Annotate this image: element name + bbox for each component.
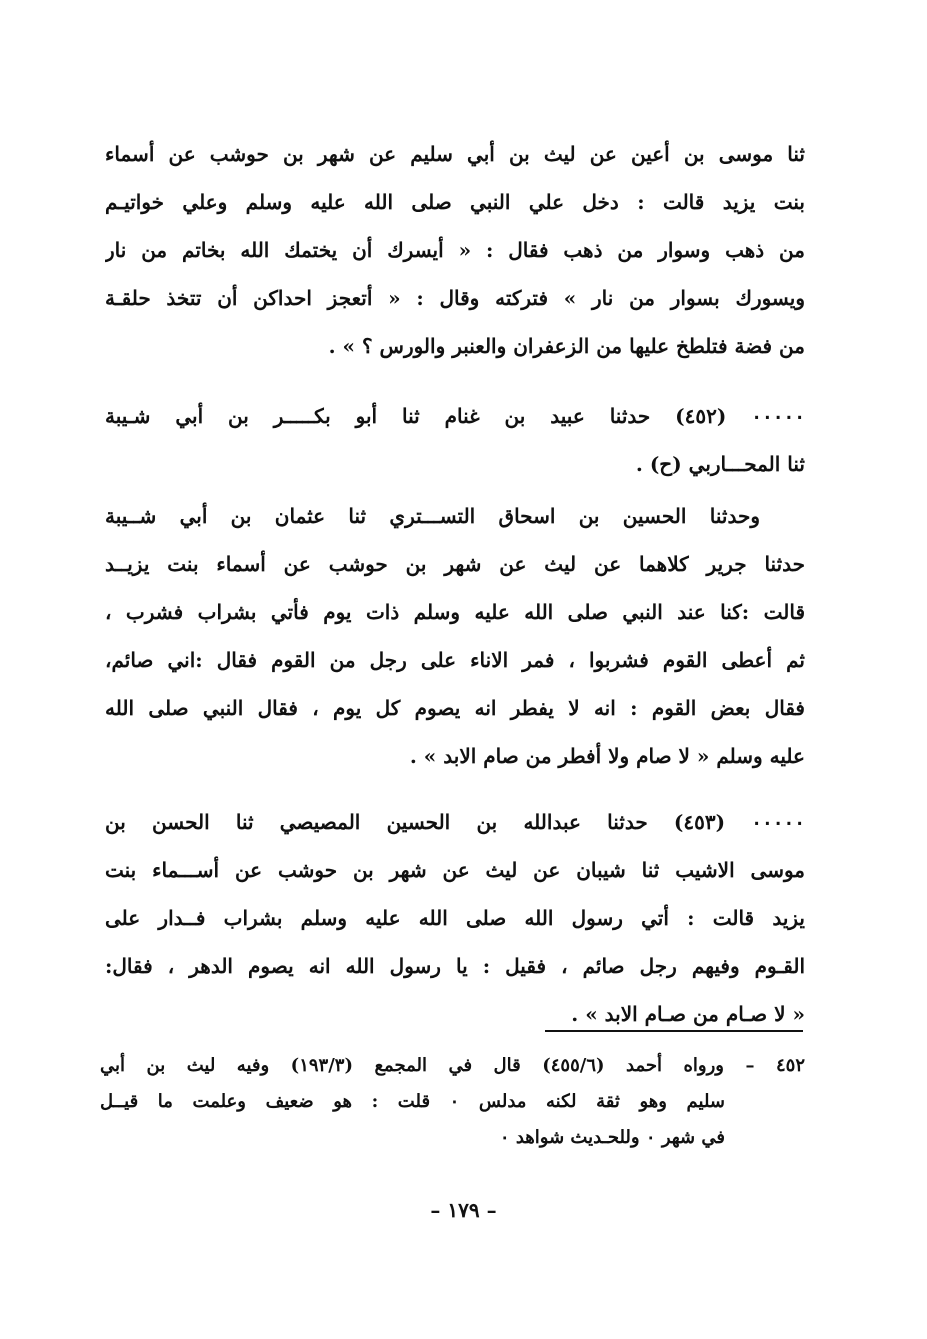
- text-line: وحدثنا الحسين بن اسحاق التســـتري ثنا عثمان بن أبي شــيبة: [105, 504, 760, 528]
- text-line: قالت :كنا عند النبي صلى الله عليه وسلم ذات يوم فأتي بشراب فشرب ،: [105, 600, 805, 624]
- text-line: القـوم وفيهم رجل صائم ، فقيل : يا رسول الله انه يصوم الدهر ، فقال:: [105, 954, 805, 978]
- footnote-line: سليم وهو ثقة لكنه مدلس ٠ قلت : هو ضعيف وعلمت ما قيــل: [100, 1091, 725, 1112]
- text-line: يزيد قالت : أتي رسول الله صلى الله عليه وسلم بشراب فــدار على: [105, 906, 805, 930]
- paragraph-3: [105, 492, 805, 780]
- text-line: ثم أعطى القوم فشربوا ، فمر الاناء على رجل من القوم فقال :اني صائم،: [105, 648, 805, 672]
- text-line: من فضة فتلطخ عليها من الزعفران والعنبر والورس ؟ » .: [328, 334, 805, 358]
- text-line: ٠٠٠٠٠ (٤٥٢) حدثنا عبيد بن غنام ثنا أبو بكـــــر بن أبي شـيبة: [105, 404, 805, 428]
- paragraph-hadith-453: [105, 798, 805, 1038]
- text-line: موسى الاشيب ثنا شيبان عن ليث عن شهر بن حوشب عن أســـماء بنت: [105, 858, 805, 882]
- footnote-separator: [545, 1030, 803, 1032]
- text-line: عليه وسلم « لا صام ولا أفطر من صام الابد » .: [409, 744, 805, 768]
- text-line: فقال بعض القوم : انه لا يفطر انه يصوم كل يوم ، فقال النبي صلى الله: [105, 696, 805, 720]
- text-line: بنت يزيد قالت : دخل علي النبي صلى الله عليه وسلم وعلي خواتيـم: [105, 190, 805, 214]
- text-line: ويسورك بسوار من نار » فتركته وقال : « أتعجز احداكن أن تتخذ حلقـة: [105, 286, 805, 310]
- text-line: من ذهب وسوار من ذهب فقال : « أيسرك أن يختمك الله بخاتم من نار: [105, 238, 805, 262]
- text-line: ثنا موسى بن أعين عن ليث بن أبي سليم عن شهر بن حوشب عن أسماء: [105, 142, 805, 166]
- paragraph-1: [105, 130, 805, 370]
- text-line: ثنا المحـــاربي (ح) .: [635, 452, 805, 476]
- paragraph-hadith-452: [105, 392, 805, 488]
- text-line: « لا صـام من صـام الابد » .: [571, 1002, 805, 1026]
- footnote: [100, 1048, 805, 1156]
- footnote-line: في شهر ٠ وللحـديث شواهد ٠: [499, 1127, 725, 1148]
- text-line: ٠٠٠٠٠ (٤٥٣) حدثنا عبدالله بن الحسين المصيصي ثنا الحسن بن: [105, 810, 805, 834]
- text-line: حدثنا جرير كلاهما عن ليث عن شهر بن حوشب عن أسماء بنت يزيــد: [105, 552, 805, 576]
- footnote-line: ٤٥٢ – ورواه أحمد (٤٥٥/٦) قال في المجمع (١٩٣/٣) وفيه ليث بن أبي: [100, 1055, 805, 1076]
- page-number: – ١٧٩ –: [430, 1198, 497, 1222]
